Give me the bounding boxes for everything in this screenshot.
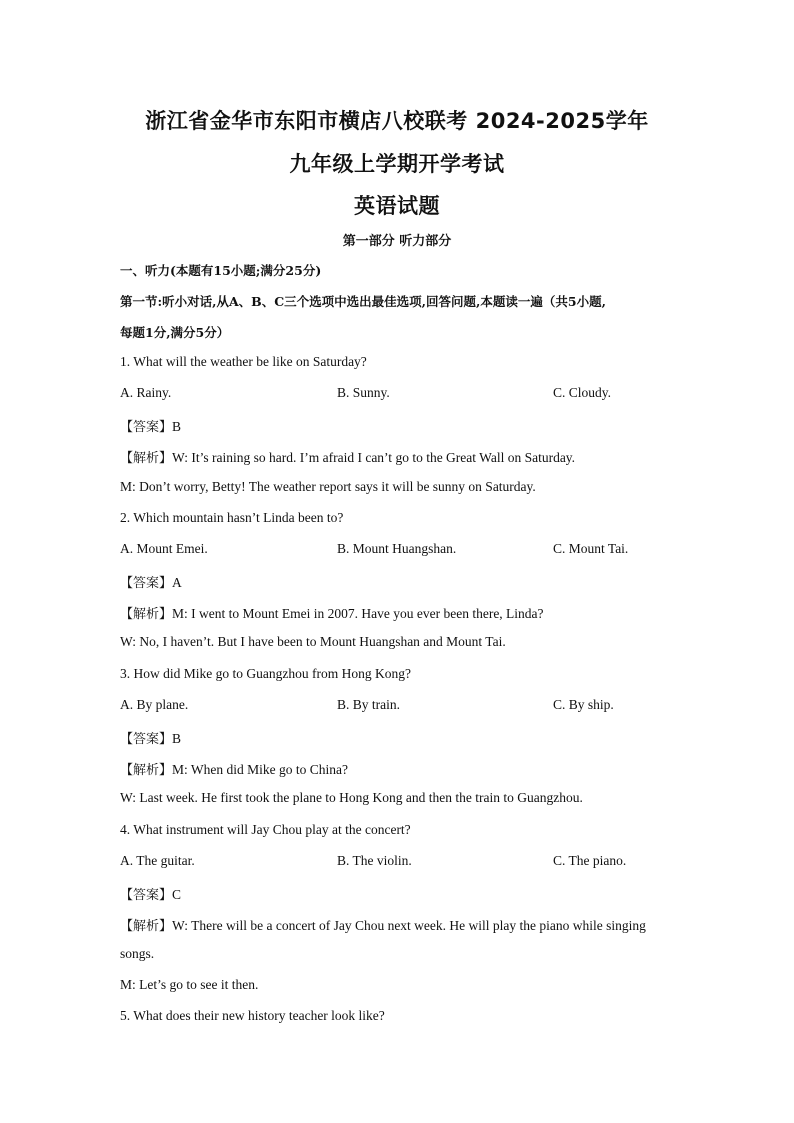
document-title-line-3: 英语试题 [354,194,440,218]
question-2-option-b: B. Mount Huangshan. [337,541,457,556]
analysis-label: 【解析】 [120,763,173,778]
question-1-option-b: B. Sunny. [337,385,390,400]
question-4-option-b: B. The violin. [337,853,412,868]
question-4-analysis-line-1 [120,915,646,934]
question-4-analysis-line-3: M: Let’s go to see it then. [120,977,259,992]
question-1-analysis-line-2: M: Don’t worry, Betty! The weather report says it will be sunny on Saturday. [120,479,536,494]
answer-label: 【答案】 [120,420,173,435]
question-2-stem: 2. Which mountain hasn’t Linda been to? [120,510,344,525]
document-title-line-2: 九年级上学期开学考试 [289,152,505,176]
part-title: 第一部分 听力部分 [342,234,452,249]
analysis-text: M: When did Mike go to China? [172,762,348,777]
section-heading: 一、听力(本题有15小题;满分25分) [120,263,322,278]
question-3-analysis-line-1 [120,759,348,778]
analysis-label: 【解析】 [120,607,173,622]
answer-label: 【答案】 [120,732,173,747]
question-1-option-c: C. Cloudy. [553,385,612,400]
question-1-answer [120,416,181,435]
question-4-answer [120,884,181,903]
question-4-option-c: C. The piano. [553,853,627,868]
question-3-answer [120,728,181,747]
answer-label: 【答案】 [120,576,173,591]
question-1-stem: 1. What will the weather be like on Saturday? [120,354,367,369]
question-4-option-a: A. The guitar. [120,853,195,868]
question-3-option-c: C. By ship. [553,697,614,712]
question-3-option-b: B. By train. [337,697,400,712]
question-4-stem: 4. What instrument will Jay Chou play at the concert? [120,822,411,837]
answer-label: 【答案】 [120,888,173,903]
answer-value: B [172,419,182,434]
question-2-analysis-line-2: W: No, I haven’t. But I have been to Mount Huangshan and Mount Tai. [120,634,506,649]
analysis-text: W: There will be a concert of Jay Chou next week. He will play the piano while singing [172,918,646,933]
section-instruction-line-2: 每题1分,满分5分） [120,325,230,340]
question-2-option-c: C. Mount Tai. [553,541,629,556]
question-2-answer [120,572,182,591]
analysis-label: 【解析】 [120,451,173,466]
question-3-analysis-line-2: W: Last week. He first took the plane to Hong Kong and then the train to Guangzhou. [120,790,583,805]
section-instruction-line-1: 第一节:听小对话,从A、B、C三个选项中选出最佳选项,回答问题,本题读一遍（共5小题, [120,294,606,309]
document-title-line-1: 浙江省金华市东阳市横店八校联考 2024-2025学年 [145,109,649,133]
question-5-stem: 5. What does their new history teacher look like? [120,1008,385,1023]
question-4-analysis-line-2: songs. [120,946,155,961]
analysis-text: M: I went to Mount Emei in 2007. Have you ever been there, Linda? [172,606,544,621]
answer-value: B [172,731,182,746]
question-3-option-a: A. By plane. [120,697,189,712]
question-3-stem: 3. How did Mike go to Guangzhou from Hong Kong? [120,666,411,681]
answer-value: C [172,887,182,902]
question-2-analysis-line-1 [120,603,544,622]
question-1-analysis-line-1 [120,447,575,466]
question-2-option-a: A. Mount Emei. [120,541,208,556]
analysis-label: 【解析】 [120,919,173,934]
answer-value: A [172,575,182,590]
question-1-option-a: A. Rainy. [120,385,172,400]
analysis-text: W: It’s raining so hard. I’m afraid I can’t go to the Great Wall on Saturday. [172,450,576,465]
